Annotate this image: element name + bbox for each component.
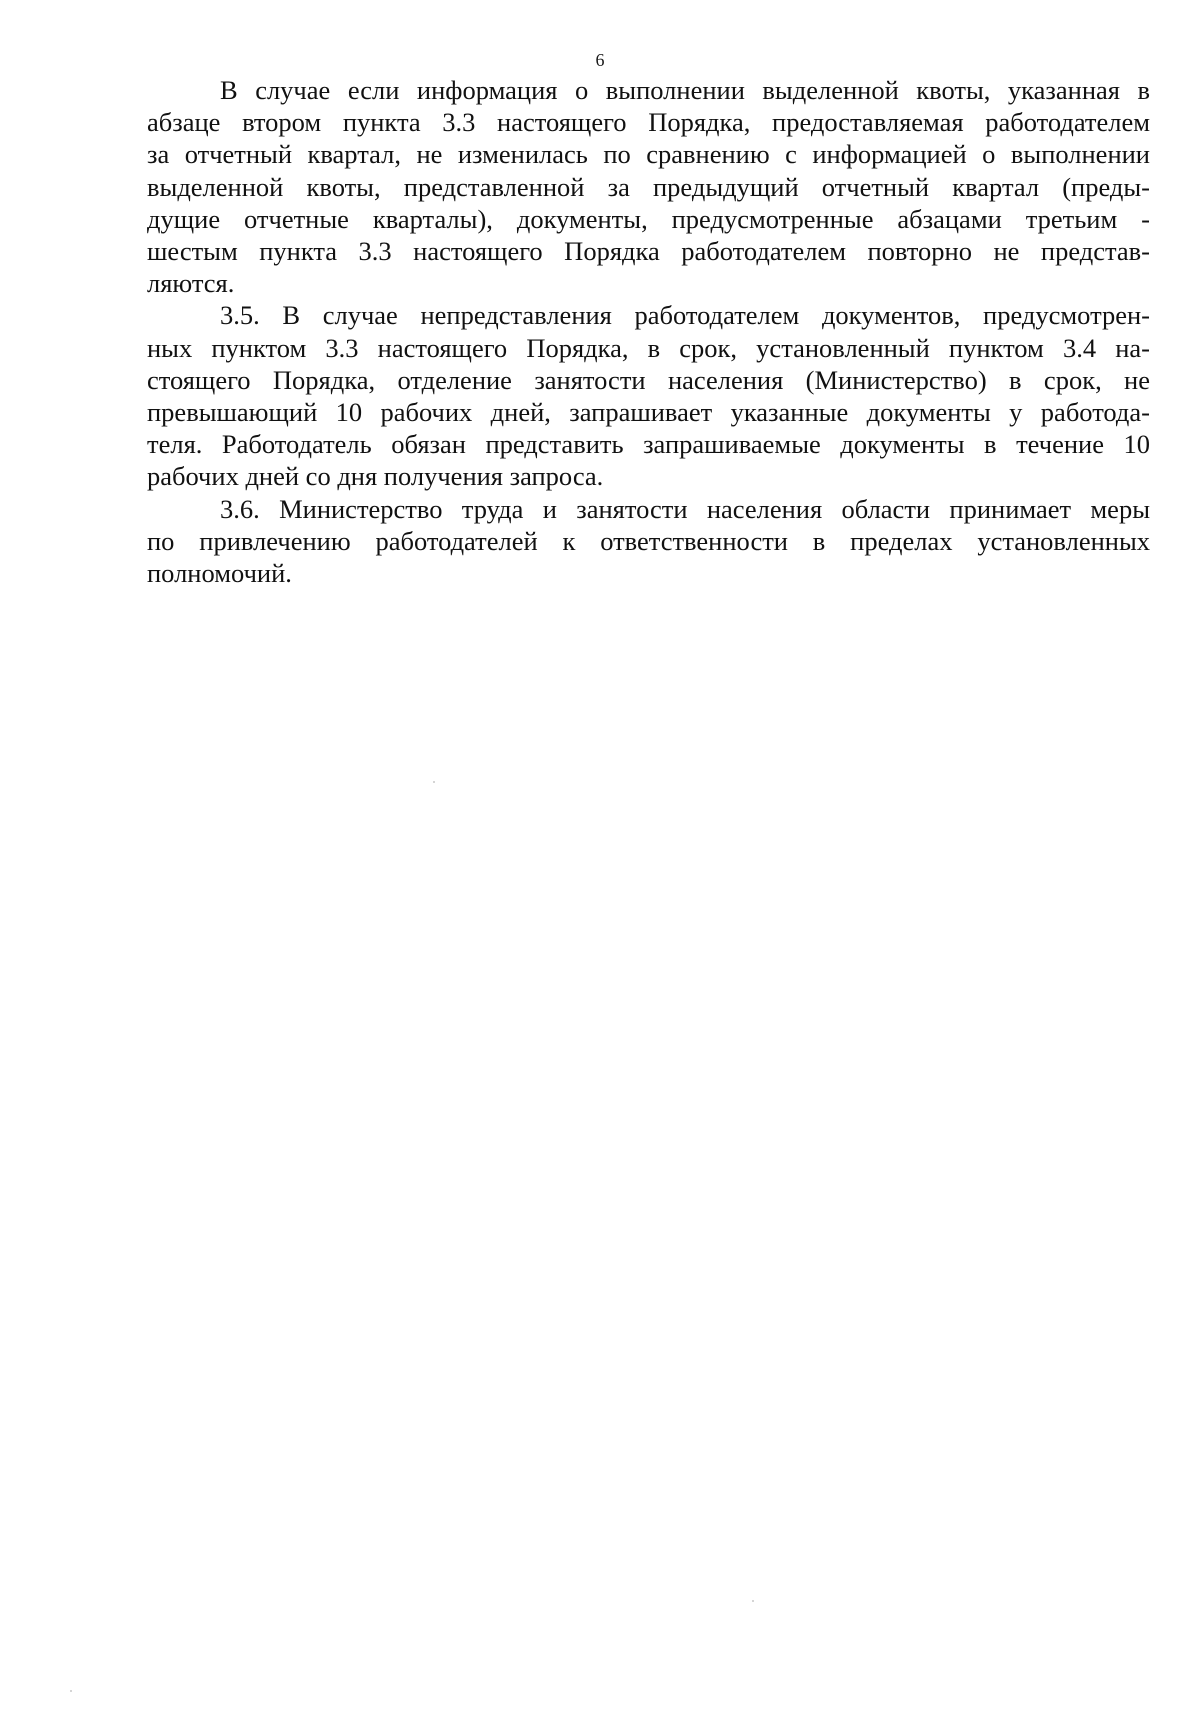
text-line: ных пунктом 3.3 настоящего Порядка, в срок, установленный пунктом 3.4 на- [147,332,1150,363]
text-line: абзаце втором пункта 3.3 настоящего Порядка, предоставляемая работодателем [147,107,1150,138]
text-line: рабочих дней со дня получения запроса. [147,461,604,492]
text-line: шестым пункта 3.3 настоящего Порядка работодателем повторно не представ- [147,236,1150,267]
text-line: выделенной квоты, представленной за предыдущий отчетный квартал (преды- [147,171,1150,202]
paragraph-clause-3-6 [147,493,1150,590]
text-line: В случае если информация о выполнении выделенной квоты, указанная в [220,75,1150,105]
text-line: дущие отчетные кварталы), документы, предусмотренные абзацами третьим - [147,203,1150,234]
text-line: ляются. [147,268,235,299]
scan-speck [752,1600,754,1602]
document-body [147,74,1150,589]
text-line: 3.5. В случае непредставления работодателем документов, предусмотрен- [220,300,1150,331]
text-line: стоящего Порядка, отделение занятости населения (Министерство) в срок, не [147,364,1150,395]
text-line: за отчетный квартал, не изменилась по сравнению с информацией о выполнении [147,139,1150,170]
paragraph-clause-3-5 [147,299,1150,492]
text-line: 3.6. Министерство труда и занятости населения области принимает меры [220,493,1150,524]
text-line: по привлечению работодателей к ответственности в пределах установленных [147,525,1150,556]
text-line: превышающий 10 рабочих дней, запрашивает указанные документы у работода- [147,397,1150,428]
text-line: теля. Работодатель обязан представить запрашиваемые документы в течение 10 [147,429,1150,460]
paragraph-quota-unchanged [147,74,1150,299]
page-number: 6 [595,50,605,70]
text-line: полномочий. [147,558,292,589]
scan-speck [70,1690,72,1692]
scan-speck [433,781,435,783]
